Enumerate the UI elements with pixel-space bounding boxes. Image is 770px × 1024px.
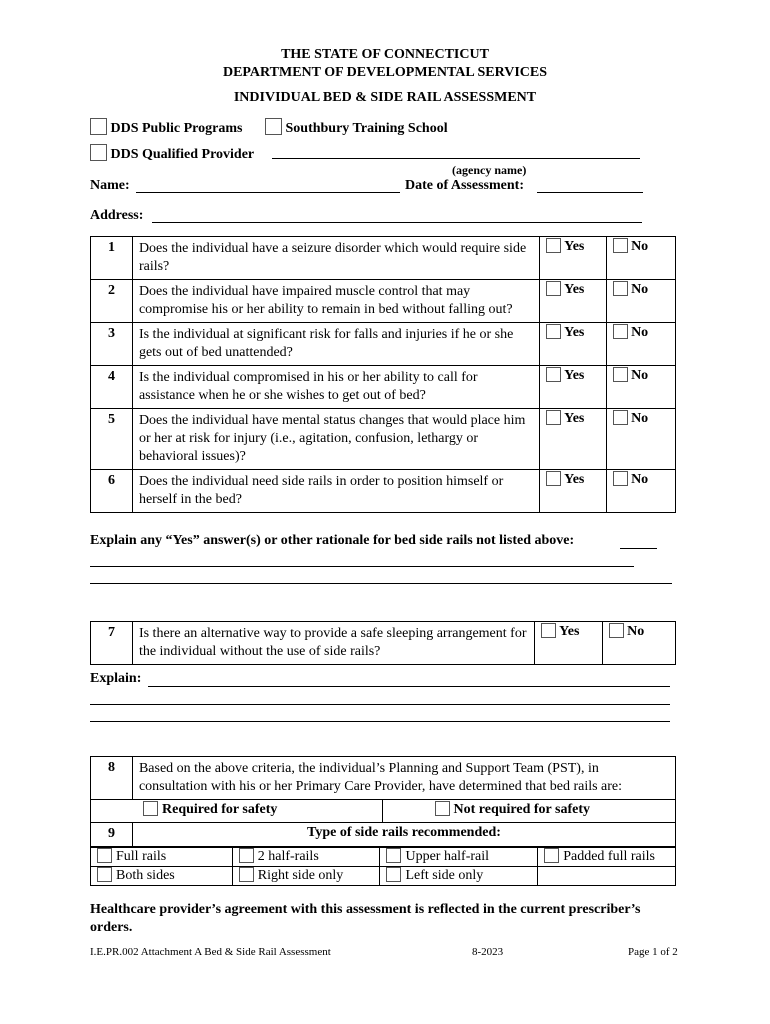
no-label: No: [631, 282, 649, 297]
no-checkbox[interactable]: [609, 623, 624, 638]
no-label: No: [631, 472, 649, 487]
question-8-9-table: [90, 756, 676, 847]
side-rail-options-table: [90, 847, 676, 886]
explain-field-3[interactable]: [90, 721, 670, 722]
no-option: [607, 470, 676, 513]
dds-public-label: DDS Public Programs: [110, 121, 243, 136]
question-text: Is there an alternative way to provide a safe sleeping arrangement for the individual without the use of side rails?: [132, 622, 534, 665]
yes-option: [540, 280, 607, 323]
no-checkbox[interactable]: [613, 410, 628, 425]
no-option: [607, 237, 676, 280]
side-rail-option: [232, 848, 380, 867]
not-required-label: Not required for safety: [453, 802, 590, 817]
question-number: 2: [91, 280, 133, 323]
no-label: No: [631, 239, 649, 254]
no-checkbox[interactable]: [613, 238, 628, 253]
header-state: THE STATE OF CONNECTICUT: [281, 47, 489, 62]
question-8-options-row: [91, 800, 676, 823]
side-rail-option: [380, 848, 538, 867]
no-label: No: [627, 624, 645, 639]
header-department: DEPARTMENT OF DEVELOPMENTAL SERVICES: [222, 65, 548, 80]
yes-label: Yes: [564, 239, 585, 254]
date-field[interactable]: [537, 192, 643, 193]
agreement-statement: Healthcare provider’s agreement with this assessment is reflected in the current prescriber’s orders.: [90, 902, 641, 935]
side-rail-options-row: [91, 848, 676, 867]
required-checkbox[interactable]: [143, 801, 158, 816]
side-rail-option: [91, 867, 233, 886]
question-number: 4: [91, 366, 133, 409]
footer-document-id: I.E.PR.002 Attachment A Bed & Side Rail Assessment: [90, 946, 331, 958]
yes-label: Yes: [559, 624, 580, 639]
question-row: [91, 470, 676, 513]
side-rail-option: [380, 867, 538, 886]
yes-label: Yes: [564, 325, 585, 340]
side-rail-option: [91, 848, 233, 867]
yes-checkbox[interactable]: [546, 281, 561, 296]
no-checkbox[interactable]: [613, 324, 628, 339]
yes-option: [540, 409, 607, 470]
side-rail-options-row: [91, 867, 676, 886]
question-row: [91, 409, 676, 470]
southbury-checkbox[interactable]: [265, 118, 282, 135]
address-field[interactable]: [152, 222, 642, 223]
no-checkbox[interactable]: [613, 367, 628, 382]
side-rail-checkbox[interactable]: [544, 848, 559, 863]
footer-page-number: Page 1 of 2: [628, 946, 678, 958]
no-checkbox[interactable]: [613, 281, 628, 296]
side-rail-option-label: 2 half-rails: [257, 849, 319, 864]
no-option: [603, 622, 676, 665]
no-option: [607, 366, 676, 409]
yes-option: [540, 237, 607, 280]
question-row: [91, 366, 676, 409]
question-text: Does the individual have impaired muscle control that may compromise his or her ability to remain in bed without falling out?: [132, 280, 539, 323]
question-7-table: [90, 621, 676, 665]
address-label: Address:: [90, 208, 144, 223]
question-text: Is the individual at significant risk for falls and injuries if he or she gets out of bed unattended?: [132, 323, 539, 366]
no-label: No: [631, 411, 649, 426]
side-rail-option-label: Right side only: [257, 868, 344, 883]
side-rail-option-label: Padded full rails: [563, 849, 655, 864]
side-rail-checkbox[interactable]: [386, 848, 401, 863]
not-required-option: [382, 800, 676, 823]
yes-label: Yes: [564, 282, 585, 297]
no-option: [607, 409, 676, 470]
dds-public-option: [90, 118, 242, 137]
agency-name-field[interactable]: [272, 158, 640, 159]
yes-checkbox[interactable]: [546, 367, 561, 382]
no-label: No: [631, 368, 649, 383]
explain-field-2[interactable]: [90, 704, 670, 705]
question-text: Does the individual have mental status changes that would place him or her at risk for injury (i.e., agitation, confusion, lethargy or behavioral issues)?: [132, 409, 539, 470]
yes-checkbox[interactable]: [546, 410, 561, 425]
question-8-text: Based on the above criteria, the individual’s Planning and Support Team (PST), in consultation with his or her Primary Care Provider, have determined that bed rails are:: [132, 757, 675, 800]
no-label: No: [631, 325, 649, 340]
side-rail-checkbox[interactable]: [97, 867, 112, 882]
side-rail-option-label: Full rails: [116, 849, 167, 864]
questions-table: [90, 236, 676, 513]
side-rail-option-label: Left side only: [405, 868, 484, 883]
explain-label: Explain:: [90, 671, 142, 686]
question-number: 5: [91, 409, 133, 470]
side-rail-checkbox[interactable]: [239, 867, 254, 882]
name-field[interactable]: [136, 192, 400, 193]
not-required-checkbox[interactable]: [435, 801, 450, 816]
question-8-row: [91, 757, 676, 800]
side-rail-option: [538, 867, 676, 886]
yes-checkbox[interactable]: [546, 324, 561, 339]
dds-qualified-option: [90, 144, 254, 163]
side-rail-checkbox[interactable]: [97, 848, 112, 863]
question-number: 1: [91, 237, 133, 280]
name-label: Name:: [90, 178, 130, 193]
yes-checkbox[interactable]: [546, 238, 561, 253]
footer-date: 8-2023: [472, 946, 504, 958]
question-number: 8: [91, 757, 133, 800]
dds-public-checkbox[interactable]: [90, 118, 107, 135]
southbury-option: [265, 118, 448, 137]
yes-option: [540, 323, 607, 366]
question-9-row: [91, 823, 676, 847]
side-rail-checkbox[interactable]: [239, 848, 254, 863]
no-checkbox[interactable]: [613, 471, 628, 486]
side-rail-checkbox[interactable]: [386, 867, 401, 882]
question-number: 6: [91, 470, 133, 513]
yes-option: [535, 622, 603, 665]
yes-label: Yes: [564, 472, 585, 487]
yes-checkbox[interactable]: [546, 471, 561, 486]
question-number: 7: [91, 622, 133, 665]
explain-yes-field-3[interactable]: [90, 583, 672, 584]
explain-field-1[interactable]: [148, 686, 670, 687]
question-text: Is the individual compromised in his or her ability to call for assistance when he or she wishes to get out of bed?: [132, 366, 539, 409]
question-number: 3: [91, 323, 133, 366]
form-title: INDIVIDUAL BED & SIDE RAIL ASSESSMENT: [233, 90, 537, 105]
dds-qualified-label: DDS Qualified Provider: [110, 147, 255, 162]
yes-label: Yes: [564, 411, 585, 426]
side-rail-option: [232, 867, 380, 886]
side-rail-option: [538, 848, 676, 867]
question-text: Does the individual have a seizure disorder which would require side rails?: [132, 237, 539, 280]
no-option: [607, 323, 676, 366]
dds-qualified-checkbox[interactable]: [90, 144, 107, 161]
side-rail-option-label: Both sides: [116, 868, 175, 883]
required-label: Required for safety: [162, 802, 278, 817]
explain-yes-label: Explain any “Yes” answer(s) or other rationale for bed side rails not listed above:: [90, 533, 575, 548]
question-text: Does the individual need side rails in order to position himself or herself in the bed?: [132, 470, 539, 513]
yes-option: [540, 470, 607, 513]
question-9-title: Type of side rails recommended:: [132, 823, 675, 847]
southbury-label: Southbury Training School: [285, 121, 448, 136]
question-row: [91, 323, 676, 366]
required-option: [91, 800, 383, 823]
question-row: [91, 622, 676, 665]
side-rail-option-label: Upper half-rail: [405, 849, 490, 864]
question-row: [91, 280, 676, 323]
yes-label: Yes: [564, 368, 585, 383]
question-number: 9: [91, 823, 133, 847]
agency-name-caption: (agency name): [452, 163, 527, 177]
question-row: [91, 237, 676, 280]
no-option: [607, 280, 676, 323]
explain-yes-field-2[interactable]: [90, 566, 634, 567]
explain-yes-field-1[interactable]: [620, 548, 657, 549]
date-label: Date of Assessment:: [405, 178, 524, 193]
yes-option: [540, 366, 607, 409]
yes-checkbox[interactable]: [541, 623, 556, 638]
